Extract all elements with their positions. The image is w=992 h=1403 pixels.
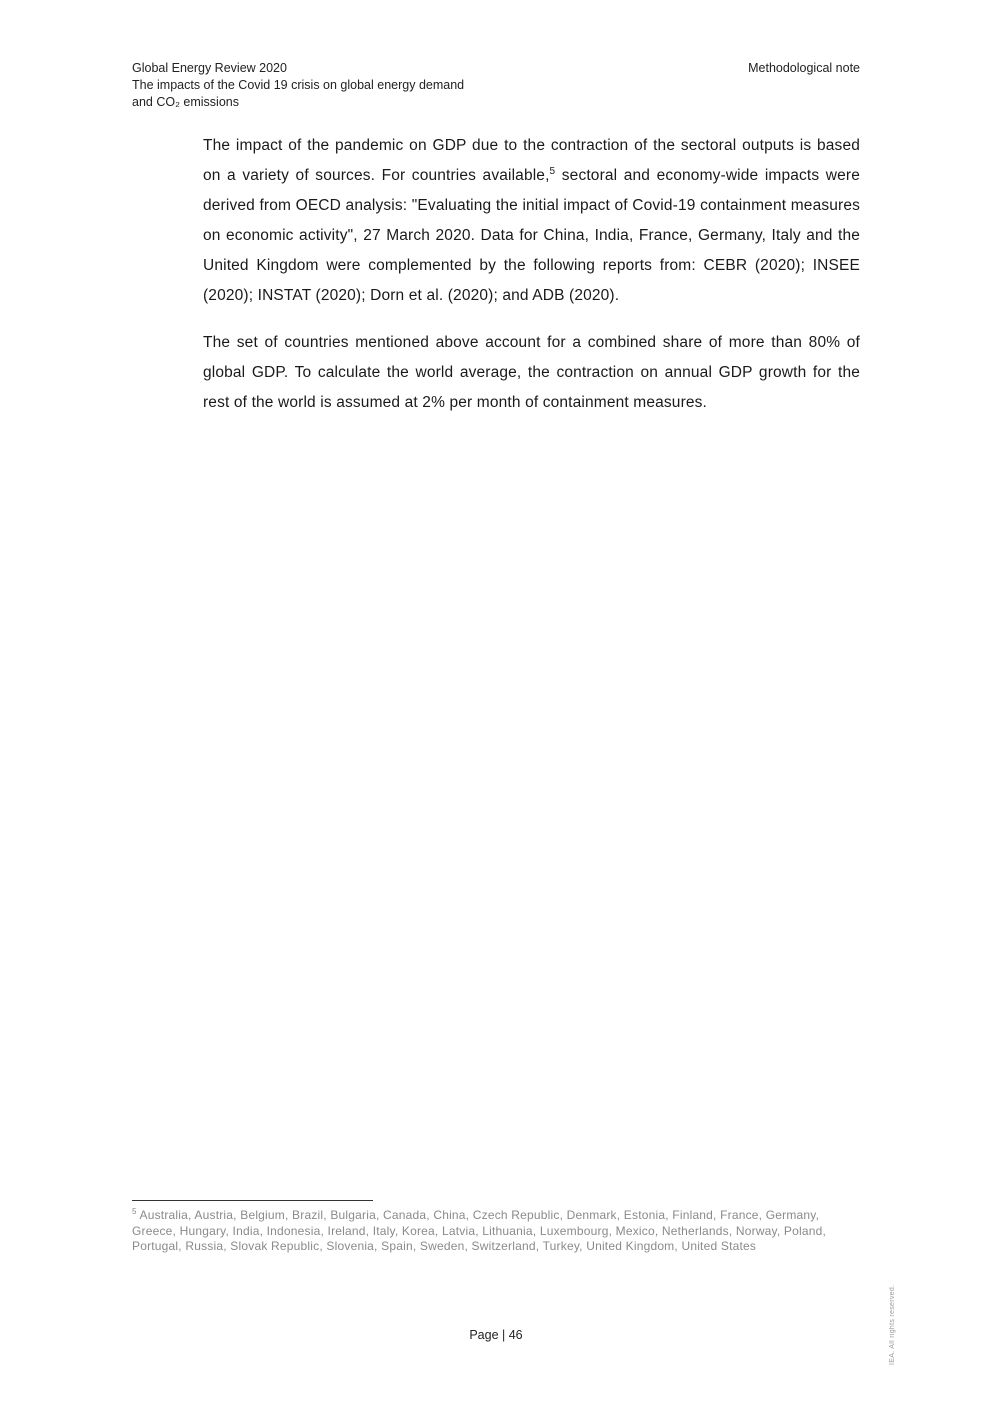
page-number: Page | 46 bbox=[469, 1328, 523, 1342]
footnote bbox=[132, 1208, 852, 1255]
footnote-reference[interactable]: 5 bbox=[549, 165, 556, 177]
footnote-divider bbox=[132, 1200, 373, 1201]
section-name: Methodological note bbox=[748, 61, 860, 75]
paragraph-1-text-a: The impact of the pandemic on GDP due to the contraction of the sectoral outputs is based on a variety of sources. For countries available, bbox=[203, 137, 860, 184]
report-subtitle-line2: and CO₂ emissions bbox=[132, 95, 239, 109]
report-subtitle-line1: The impacts of the Covid 19 crisis on global energy demand bbox=[132, 78, 465, 92]
document-header-title bbox=[132, 60, 552, 111]
paragraph-2: The set of countries mentioned above account for a combined share of more than 80% of global GDP. To calculate the world average, the contraction on annual GDP growth for the rest of the world is assumed at 2% per month of containment measures. bbox=[203, 334, 860, 411]
footnote-marker: 5 bbox=[132, 1207, 137, 1216]
report-title: Global Energy Review 2020 bbox=[132, 61, 287, 75]
paragraph-1-text-b: sectoral and economy-wide impacts were derived from OECD analysis: "Evaluating the initial impact of Covid-19 containment measures on economic activity", 27 March 2020. Data for China, India, France, Germany, Italy and the United Kingdom were complemented by the following reports from: CEBR (2020); INSEE (2020); INSTAT (2020); Dorn et al. (2020); and ADB (2020). bbox=[203, 167, 860, 304]
paragraph-1 bbox=[203, 131, 860, 311]
copyright-side-note: IEA. All rights reserved. bbox=[889, 1284, 896, 1365]
main-body bbox=[203, 131, 860, 435]
footnote-text: Australia, Austria, Belgium, Brazil, Bulgaria, Canada, China, Czech Republic, Denmark, Estonia, Finland, France, Germany, Greece, Hungary, India, Indonesia, Ireland, Italy, Korea, Latvia, Lithuania, Luxembourg, Mexico, Netherlands, Norway, Poland, Portugal, Russia, Slovak Republic, Slovenia, Spain, Sweden, Switzerland, Turkey, United Kingdom, United States bbox=[132, 1208, 827, 1253]
